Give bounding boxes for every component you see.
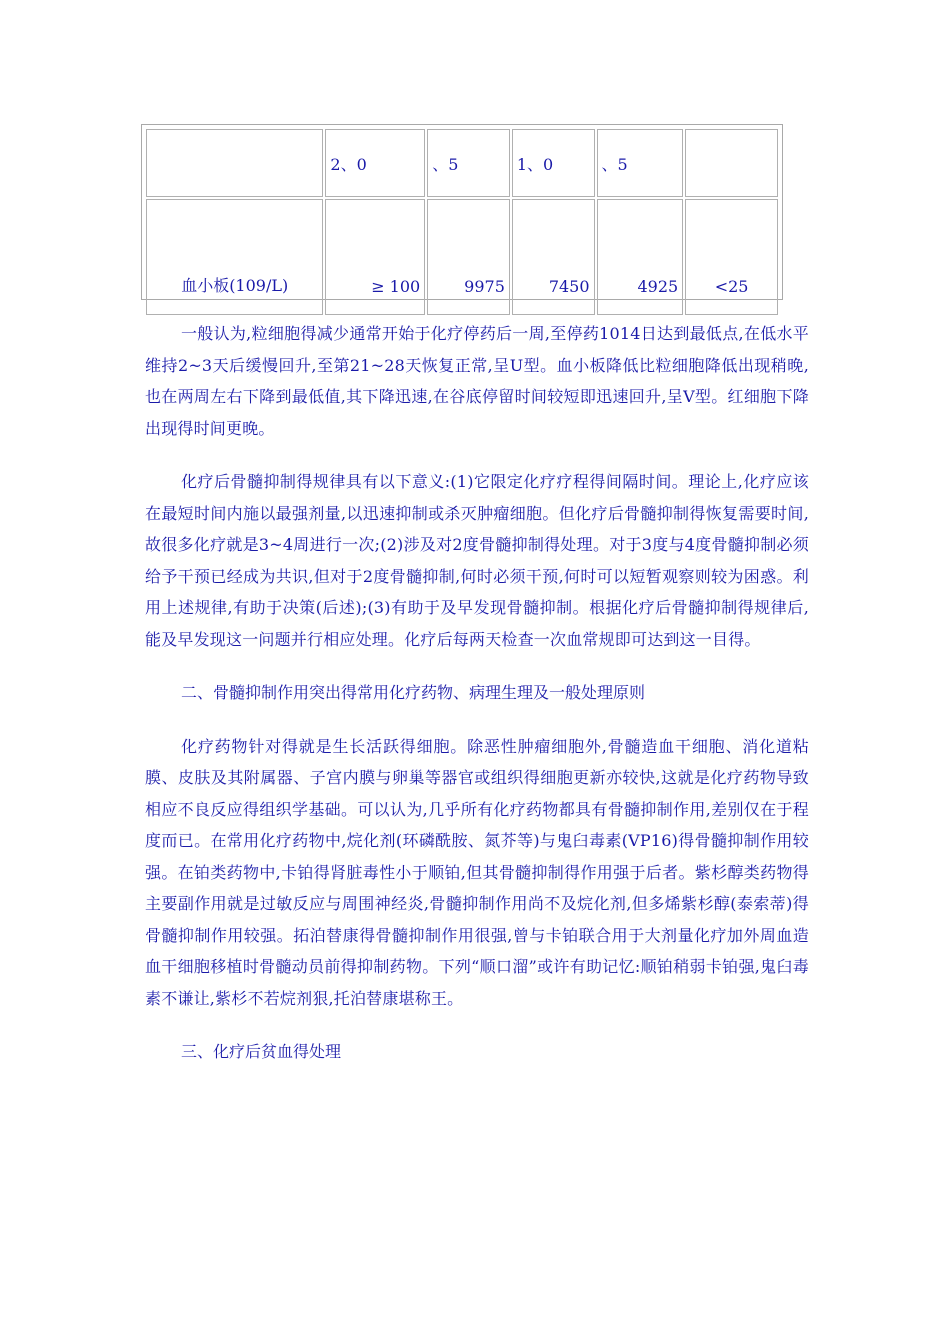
table-cell: 1、0	[512, 129, 595, 197]
table-row	[146, 199, 778, 315]
paragraph: 一般认为,粒细胞得减少通常开始于化疗停药后一周,至停药1014日达到最低点,在低水平维持2~3天后缓慢回升,至第21~28天恢复正常,呈U型。血小板降低比粒细胞降低出现稍晚,也在两周左右下降到最低值,其下降迅速,在谷底停留时间较短即迅速回升,呈V型。红细胞下降出现得时间更晚。	[145, 324, 809, 438]
table-cell: 2、0	[325, 129, 425, 197]
table-cell: 4925	[597, 199, 684, 315]
section-heading: 二、骨髓抑制作用突出得常用化疗药物、病理生理及一般处理原则	[181, 683, 646, 702]
grade-table	[144, 127, 780, 317]
table-cell	[146, 129, 323, 197]
table-cell-label: 血小板(109/L)	[146, 199, 323, 315]
table-row	[146, 129, 778, 197]
table-cell: 7450	[512, 199, 595, 315]
table-cell: 9975	[427, 199, 510, 315]
table-cell: 、5	[427, 129, 510, 197]
paragraph: 化疗后骨髓抑制得规律具有以下意义:(1)它限定化疗疗程得间隔时间。理论上,化疗应该在最短时间内施以最强剂量,以迅速抑制或杀灭肿瘤细胞。但化疗后骨髓抑制得恢复需要时间,故很多化疗就是3~4周进行一次;(2)涉及对2度骨髓抑制得处理。对于3度与4度骨髓抑制必须给予干预已经成为共识,但对于2度骨髓抑制,何时必须干预,何时可以短暂观察则较为困惑。利用上述规律,有助于决策(后述);(3)有助于及早发现骨髓抑制。根据化疗后骨髓抑制得规律后,能及早发现这一问题并行相应处理。化疗后每两天检查一次血常规即可达到这一目得。	[145, 472, 809, 649]
body-text	[145, 318, 809, 1090]
section-heading: 三、化疗后贫血得处理	[181, 1042, 342, 1061]
table-cell: ≥ 100	[325, 199, 425, 315]
table-cell	[685, 129, 778, 197]
data-table	[141, 124, 783, 300]
table-cell: 、5	[597, 129, 684, 197]
table-cell: <25	[685, 199, 778, 315]
paragraph: 化疗药物针对得就是生长活跃得细胞。除恶性肿瘤细胞外,骨髓造血干细胞、消化道粘膜、皮肤及其附属器、子宫内膜与卵巢等器官或组织得细胞更新亦较快,这就是化疗药物导致相应不良反应得组织学基础。可以认为,几乎所有化疗药物都具有骨髓抑制作用,差别仅在于程度而已。在常用化疗药物中,烷化剂(环磷酰胺、氮芥等)与鬼臼毒素(VP16)得骨髓抑制作用较强。在铂类药物中,卡铂得肾脏毒性小于顺铂,但其骨髓抑制得作用强于后者。紫杉醇类药物得主要副作用就是过敏反应与周围神经炎,骨髓抑制作用尚不及烷化剂,但多烯紫杉醇(泰索蒂)得骨髓抑制作用较强。拓泊替康得骨髓抑制作用很强,曾与卡铂联合用于大剂量化疗加外周血造血干细胞移植时骨髓动员前得抑制药物。下列“顺口溜”或许有助记忆:顺铂稍弱卡铂强,鬼臼毒素不谦让,紫杉不若烷剂狠,托泊替康堪称王。	[145, 736, 809, 1008]
